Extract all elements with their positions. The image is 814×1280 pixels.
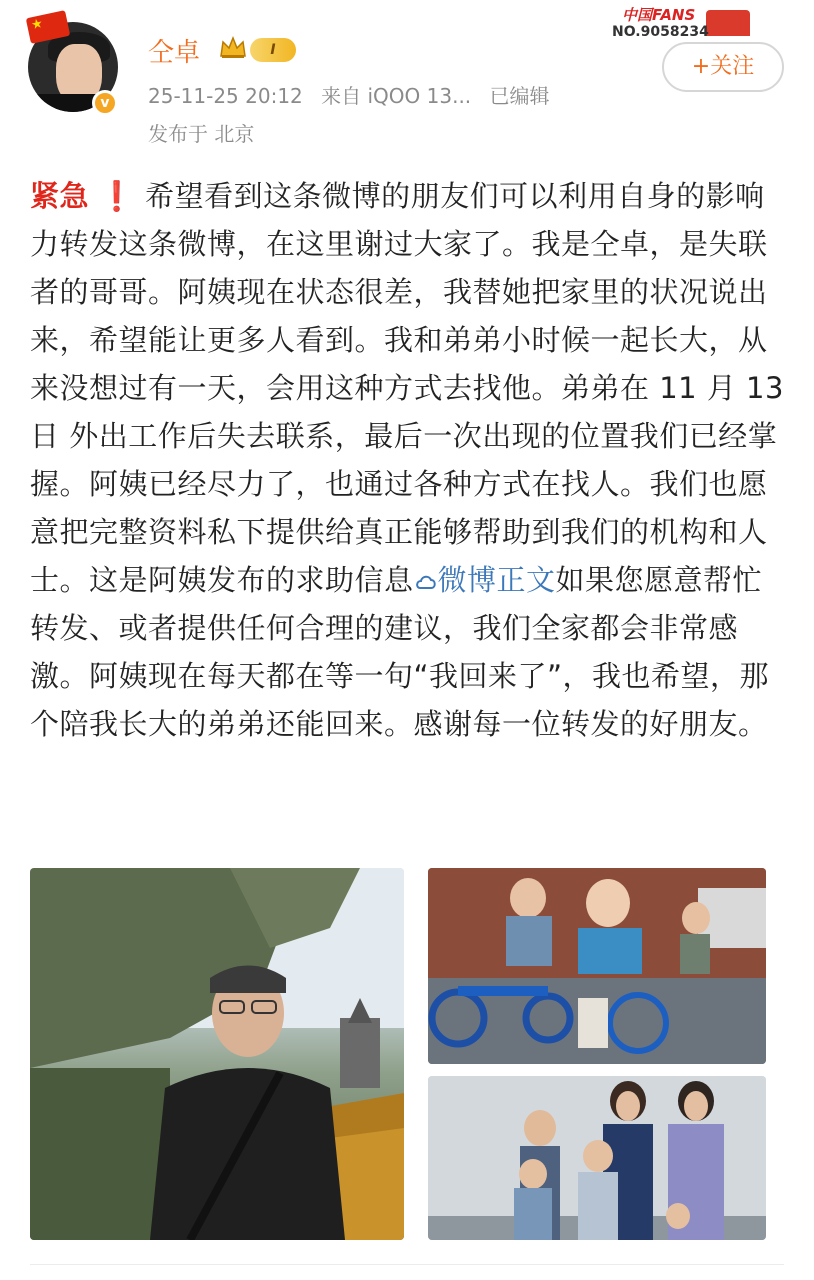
photo-man-pagoda-art — [30, 868, 404, 1240]
post-body-part1: 希望看到这条微博的朋友们可以利用自身的影响力转发这条微博，在这里谢过大家了。我是仝卓，是失联者的哥哥。阿姨现在状态很差，我替她把家里的状况说出来，希望能让更多人看到。我和弟弟小时候一起长大，从来没想过有一天，会用这种方式去找他。弟弟在 11 月 13 日 外出工作后失去联系，最后一次出现的位置我们已经掌握。阿姨已经尽力了，也通过各种方式在找人。我们也愿意把完整资料私下提供给真正能够帮助到我们的机构和人士。这是阿姨发布的求助信息 — [30, 179, 784, 597]
gate-icon — [706, 10, 750, 36]
urgent-label: 紧急 — [30, 179, 90, 213]
source-device[interactable]: 来自 iQOO 13... — [321, 84, 472, 108]
location: 发布于 北京 — [148, 122, 255, 146]
exclamation-icon: ❗ — [98, 179, 136, 213]
weibo-post-link[interactable]: 微博正文 — [437, 563, 556, 597]
crown-icon — [218, 34, 248, 60]
photo-man-pagoda[interactable] — [30, 868, 404, 1240]
timestamp: 25-11-25 20:12 — [148, 84, 303, 108]
fans-badge-number: NO.9058234 — [612, 24, 709, 40]
username[interactable]: 仝卓 — [148, 38, 201, 68]
post-body-part2: 如果您愿意帮忙转发、或者提供任何合理的建议，我们全家都会非常感激。阿姨现在每天都在等一句“我回来了”，我也希望，那个陪我长大的弟弟还能回来。感谢每一位转发的好朋友。 — [30, 563, 770, 741]
fans-badge-title: 中国FANS — [622, 6, 696, 24]
fans-badge[interactable] — [606, 4, 756, 44]
post-text — [30, 172, 790, 748]
photo-family-group[interactable] — [428, 1076, 766, 1240]
photo-children-bikes-art — [428, 868, 766, 1064]
photo-children-bikes[interactable] — [428, 868, 766, 1064]
link-icon[interactable] — [414, 572, 438, 592]
follow-button[interactable]: +关注 — [662, 42, 784, 92]
verified-icon: v — [92, 90, 118, 116]
level-badge[interactable]: I — [250, 38, 296, 62]
photo-family-group-art — [428, 1076, 766, 1240]
edited-label[interactable]: 已编辑 — [489, 84, 550, 108]
bottom-divider — [30, 1264, 784, 1280]
post-meta — [148, 80, 562, 109]
